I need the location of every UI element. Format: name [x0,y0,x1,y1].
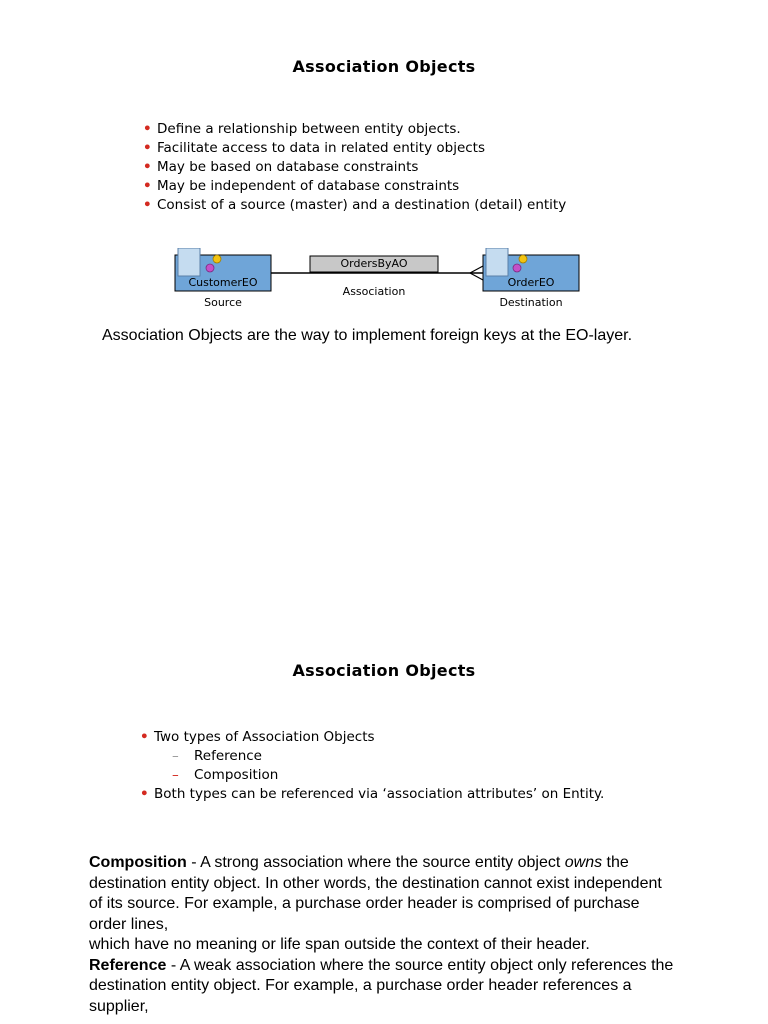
composition-term: Composition [89,854,187,871]
destination-entity-icon [486,248,508,276]
crows-foot-top [470,266,483,273]
destination-entity-name: OrderEO [507,276,555,289]
list-item: • May be independent of database constraints [143,178,460,194]
list-item: • Define a relationship between entity objects. [143,121,461,137]
composition-paragraph-continued: which have no meaning or life span outside the context of their header. [89,936,590,953]
bullet-dot-icon: • [143,178,152,194]
association-label: Association [342,285,406,298]
gear-icon [519,255,527,263]
slide-1-title: Association Objects [292,57,476,76]
owns-emphasis: owns [564,854,603,871]
list-item: • Consist of a source (master) and a destination (detail) entity [143,197,567,213]
list-item: • May be based on database constraints [143,159,419,175]
bullet-dot-icon: • [143,121,152,137]
reference-paragraph-continued: destination entity object. For example, a purchase order header references a supplier, [89,977,632,1015]
bullet-dot-icon: • [140,786,149,802]
bullet-dot-icon: • [143,140,152,156]
source-entity-name: CustomerEO [188,276,258,289]
body-text [89,853,679,1017]
association-name: OrdersByAO [340,257,408,270]
dash-icon: – [172,767,179,783]
bullet-dot-icon: • [143,197,152,213]
slide-2-title: Association Objects [292,661,476,680]
bullet-dot-icon: • [140,729,149,745]
gear-icon [213,255,221,263]
destination-label: Destination [499,296,563,309]
dash-icon: – [172,748,179,764]
reference-term: Reference [89,956,167,974]
slide-1-bullet-list [143,120,623,215]
caption-text: Association Objects are the way to implement foreign keys at the EO-layer. [102,327,633,344]
list-item: – Reference [172,748,262,764]
reference-paragraph: Reference - A weak association where the source entity object only references the [89,956,674,974]
composition-paragraph: Composition - A strong association where the source entity object owns the destination entity object. In other words, the destination cannot exist independent of its source. For example, a purchase order header is comprised of purchase order lines, [89,854,662,933]
association-diagram [170,248,590,318]
crows-foot-bottom [470,273,483,280]
source-entity-icon [178,248,200,276]
source-label: Source [204,296,242,309]
bullet-dot-icon: • [143,159,152,175]
list-item: • Two types of Association Objects [140,729,375,745]
slide-2-bullet-list [140,728,640,804]
gear-icon [206,264,214,272]
list-item: • Facilitate access to data in related entity objects [143,140,486,156]
list-item: – Composition [172,767,279,783]
gear-icon [513,264,521,272]
list-item: • Both types can be referenced via ‘association attributes’ on Entity. [140,786,605,802]
